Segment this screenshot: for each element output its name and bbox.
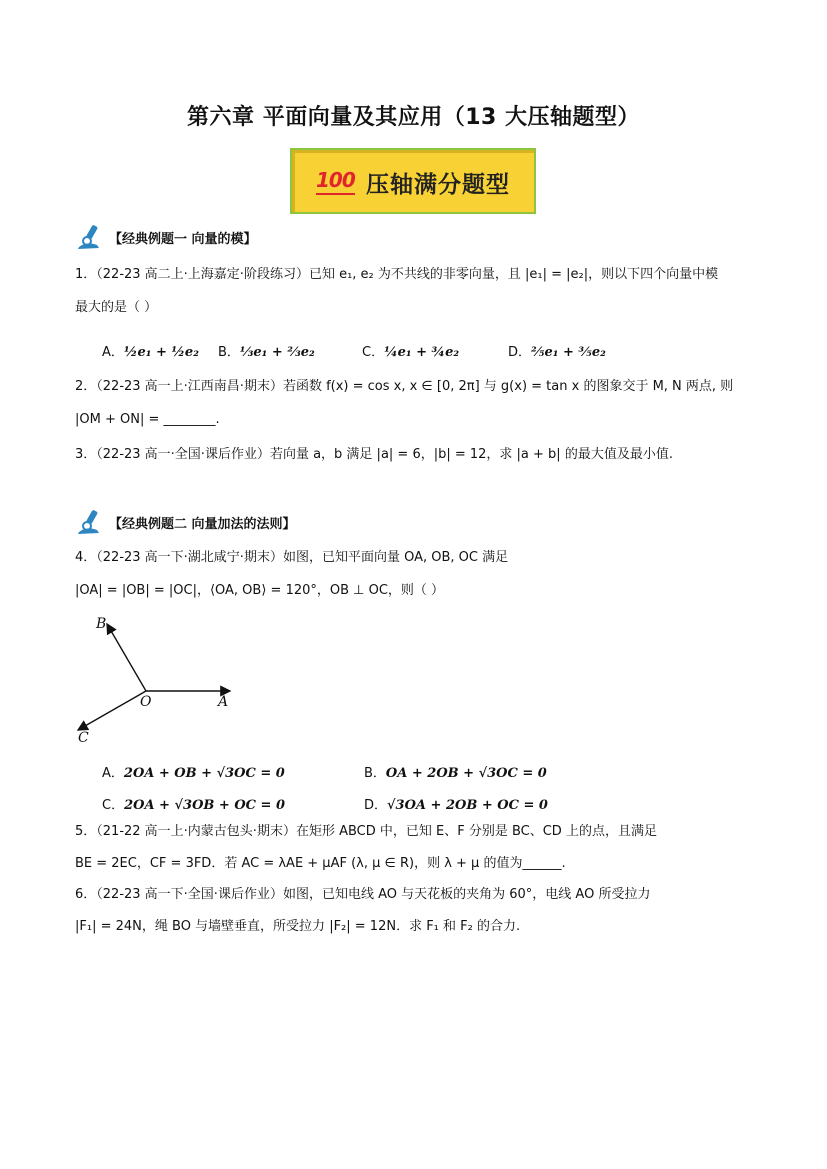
hundred-points-icon: 100 [316,168,355,192]
banner-text: 压轴满分题型 [366,172,510,198]
q4-option-b: B．OA + 2OB + √3OC = 0 [364,766,547,781]
q1-option-c: C．¼e₁ + ¾e₂ [362,345,460,360]
q4-line1: 4．（22-23 高一下·湖北咸宁·期末）如图，已知平面向量 OA, OB, OC 满足 [75,550,509,565]
vector-figure [70,612,250,752]
label-a: A [218,694,229,710]
q5-line1: 5．（21-22 高一上·内蒙古包头·期末）在矩形 ABCD 中，已知 E、F 分别是 BC、CD 上的点，且满足 [75,824,657,839]
section-label-2: 【经典例题二 向量加法的法则】 [109,517,296,532]
q4-option-a: A．2OA + OB + √3OC = 0 [102,766,285,781]
q6-line1: 6．（22-23 高一下·全国·课后作业）如图，已知电线 AO 与天花板的夹角为 60°，电线 AO 所受拉力 [75,887,651,902]
page-title: 第六章 平面向量及其应用（13 大压轴题型） [187,105,640,130]
q1-line2: 最大的是（ ） [75,300,158,315]
label-o: O [140,694,152,710]
q1-line1: 1．（22-23 高二上·上海嘉定·阶段练习）已知 e₁, e₂ 为不共线的非零向量，且 |e₁| = |e₂|，则以下四个向量中模 [75,267,719,282]
vector-oc [78,691,146,730]
microscope-icon [75,221,105,251]
q4-option-d: D．√3OA + 2OB + OC = 0 [364,798,548,813]
q1-option-b: B．⅓e₁ + ⅔e₂ [218,345,315,360]
label-c: C [78,730,89,746]
q3-line1: 3．（22-23 高一·全国·课后作业）若向量 a，b 满足 |a| = 6，|b| = 12，求 |a + b| 的最大值及最小值. [75,447,673,462]
q2-line1: 2．（22-23 高一上·江西南昌·期末）若函数 f(x) = cos x, x ∈ [0, 2π] 与 g(x) = tan x 的图象交于 M, N 两点, 则 [75,379,734,394]
q6-line2: |F₁| = 24N，绳 BO 与墙壁垂直，所受拉力 |F₂| = 12N．求 F₁ 和 F₂ 的合力. [75,919,521,934]
q5-line2: BE = 2EC，CF = 3FD．若 AC = λAE + μAF (λ, μ ∈ R)，则 λ + μ 的值为______. [75,856,566,871]
q4-option-c: C．2OA + √3OB + OC = 0 [102,798,285,813]
section-label-1: 【经典例题一 向量的模】 [109,232,257,247]
q1-option-a: A．½e₁ + ½e₂ [102,345,199,360]
microscope-icon [75,506,105,536]
vector-diagram [70,612,250,752]
q4-line2: |OA| = |OB| = |OC|，⟨OA, OB⟩ = 120°，OB ⊥ OC，则（ ） [75,583,445,598]
q1-option-d: D．⅖e₁ + ⅗e₂ [508,345,606,360]
q2-line2: |OM + ON| = ________. [75,412,220,427]
vector-ob [107,624,146,691]
label-b: B [96,616,107,632]
banner [290,148,536,214]
